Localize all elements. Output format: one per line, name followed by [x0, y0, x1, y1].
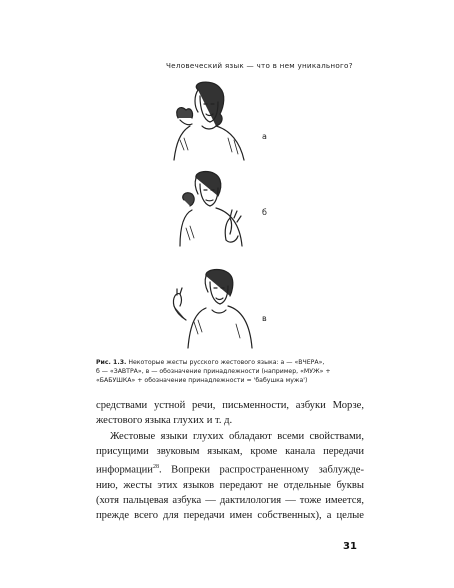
figure-caption [96, 358, 364, 385]
body-line: присущими звуковым языкам, кроме канала передачи [96, 446, 364, 458]
figure-panel-c [150, 268, 300, 356]
page-number: 31 [343, 541, 357, 552]
figure-sign-language [150, 80, 300, 350]
body-line: жестового языка глухих и т. д. [96, 415, 233, 427]
woman-sign-tomorrow-illustration [150, 170, 260, 258]
body-line-start: информации [96, 464, 153, 476]
caption-label: Рис. 1.3. [96, 359, 127, 366]
running-head: Человеческий язык — что в нем уникального? [166, 61, 353, 70]
figure-letter-b: б [262, 208, 267, 217]
body-line-with-footnote [96, 460, 364, 478]
body-text [96, 398, 364, 524]
body-line: (хотя пальцевая азбука — дактилология — тоже имеется, [96, 494, 364, 506]
figure-letter-c: в [262, 314, 267, 323]
caption-line: «БАБУШКА» + обозначение принадлежности = 'бабушка мужа') [96, 377, 308, 384]
footnote-ref[interactable]: 28 [152, 463, 159, 470]
figure-panel-a [150, 80, 300, 168]
figure-panel-b [150, 170, 300, 258]
caption-line: б — «ЗАВТРА», в — обозначение принадлежности (например, «МУЖ» + [96, 368, 331, 375]
figure-letter-a: а [262, 132, 267, 141]
body-line: Жестовые языки глухих обладают всеми свойствами, [110, 430, 364, 442]
caption-line: Некоторые жесты русского жестового языка: а — «ВЧЕРА», [128, 359, 325, 366]
body-line: прежде всего для передачи имен собственных), а целые [96, 510, 364, 522]
body-line: средствами устной речи, письменности, азбуки Морзе, [96, 400, 364, 411]
woman-sign-yesterday-illustration [150, 80, 260, 168]
woman-sign-grandmother-illustration [150, 268, 260, 356]
body-line-rest: . Вопреки распространенному заблужде- [158, 464, 364, 476]
body-line: нию, жесты этих языков передают не отдельные буквы [96, 479, 364, 491]
